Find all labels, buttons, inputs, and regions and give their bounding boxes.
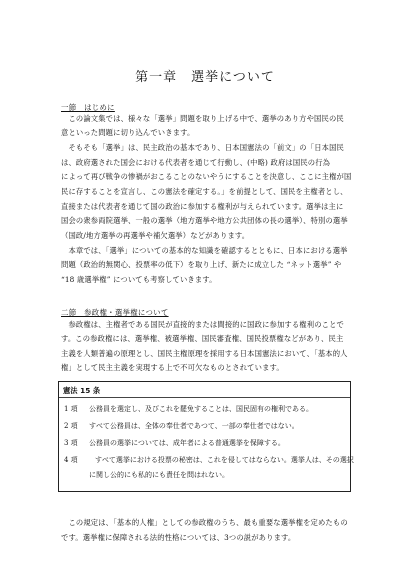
paragraph-line: 権」として民主主義を実現する上で不可欠なものとされています。 bbox=[61, 363, 284, 372]
article-item-number: 3 項 bbox=[64, 439, 78, 447]
constitution-article-box bbox=[58, 381, 354, 492]
paragraph-line: です。選挙権に保障される法的性格については、3つの説があります。 bbox=[61, 533, 296, 542]
paragraph-line: 問題（政治的無関心、投票率の低下）を取り上げ、新たに成立した “ネット選挙” や bbox=[61, 260, 342, 269]
article-box-title: 憲法 15 条 bbox=[63, 386, 101, 395]
paragraph-line: 民に存することを宣言し、この憲法を確定する。」を前提として、国民を主権者とし、 bbox=[61, 187, 348, 196]
article-item-number: 1 項 bbox=[64, 405, 78, 413]
paragraph-line: 国会の衆参両院選挙、一般の選挙（地方選挙や地方公共団体の長の選挙）、特別の選挙 bbox=[61, 216, 348, 225]
paragraph-line: （国政/地方選挙の再選挙や補欠選挙）などがあります。 bbox=[61, 231, 250, 240]
article-item-text: に関し公的にも私的にも責任を問はれない。 bbox=[89, 471, 229, 479]
paragraph-line: “18 歳選挙権” についても考察していきます。 bbox=[61, 275, 217, 284]
paragraph-line: そもそも「選挙」は、民主政治の基本であり、日本国憲法の「前文」の「日本国民 bbox=[61, 143, 344, 152]
article-item-number: 4 項 bbox=[64, 456, 78, 464]
paragraph-line: 参政権は、主権者である国民が直接的または間接的に国政に参加する権利のことで bbox=[61, 320, 344, 329]
section-heading-suffrage: 二節 参政権・選挙権について bbox=[61, 308, 169, 317]
paragraph-line: この規定は、「基本的人権」としての参政権のうち、最も重要な選挙権を定めたもの bbox=[61, 518, 348, 527]
paragraph-line: 意といった問題に切り込んでいきます。 bbox=[61, 128, 195, 137]
article-item-text: すべて公務員は、全体の奉仕者であつて、一部の奉仕者ではない。 bbox=[89, 422, 299, 430]
article-item-text: 公務員を選定し、及びこれを罷免することは、国民固有の権利である。 bbox=[89, 405, 313, 413]
article-item-text: 公務員の選挙については、成年者による普通選挙を保障する。 bbox=[89, 439, 285, 447]
article-item-number: 2 項 bbox=[64, 422, 78, 430]
chapter-title: 第一章 選挙について bbox=[135, 70, 275, 85]
paragraph-line: この論文集では、様々な「選挙」問題を取り上げる中で、選挙のあり方や国民の民 bbox=[61, 114, 344, 123]
paragraph-line: は、政府選された国会における代表者を通じて行動し、(中略) 政府は国民の行為 bbox=[61, 158, 331, 167]
paragraph-line: 主義を人類普遍の原理とし、国民主権原理を採用する日本国憲法において、「基本的人 bbox=[61, 349, 348, 358]
paragraph-line: す。この参政権には、選挙権、被選挙権、国民審査権、国民投票権などがあり、民主 bbox=[61, 334, 344, 343]
paragraph-line: 直接または代表者を通じて国の政治に参加する権利が与えられています。選挙は主に bbox=[61, 202, 344, 211]
article-box-divider bbox=[59, 397, 350, 398]
article-item-text: すべて選挙における投票の秘密は、これを侵してはならない。選挙人は、その選択 bbox=[95, 456, 354, 464]
section-heading-introduction: 一節 はじめに bbox=[61, 103, 115, 112]
paragraph-line: によって再び戦争の惨禍がおこることのないやうにすることを決意し、ここに主権が国 bbox=[61, 172, 352, 181]
paragraph-line: 本章では、「選挙」についての基本的な知識を確認するとともに、日本における選挙 bbox=[61, 246, 348, 255]
